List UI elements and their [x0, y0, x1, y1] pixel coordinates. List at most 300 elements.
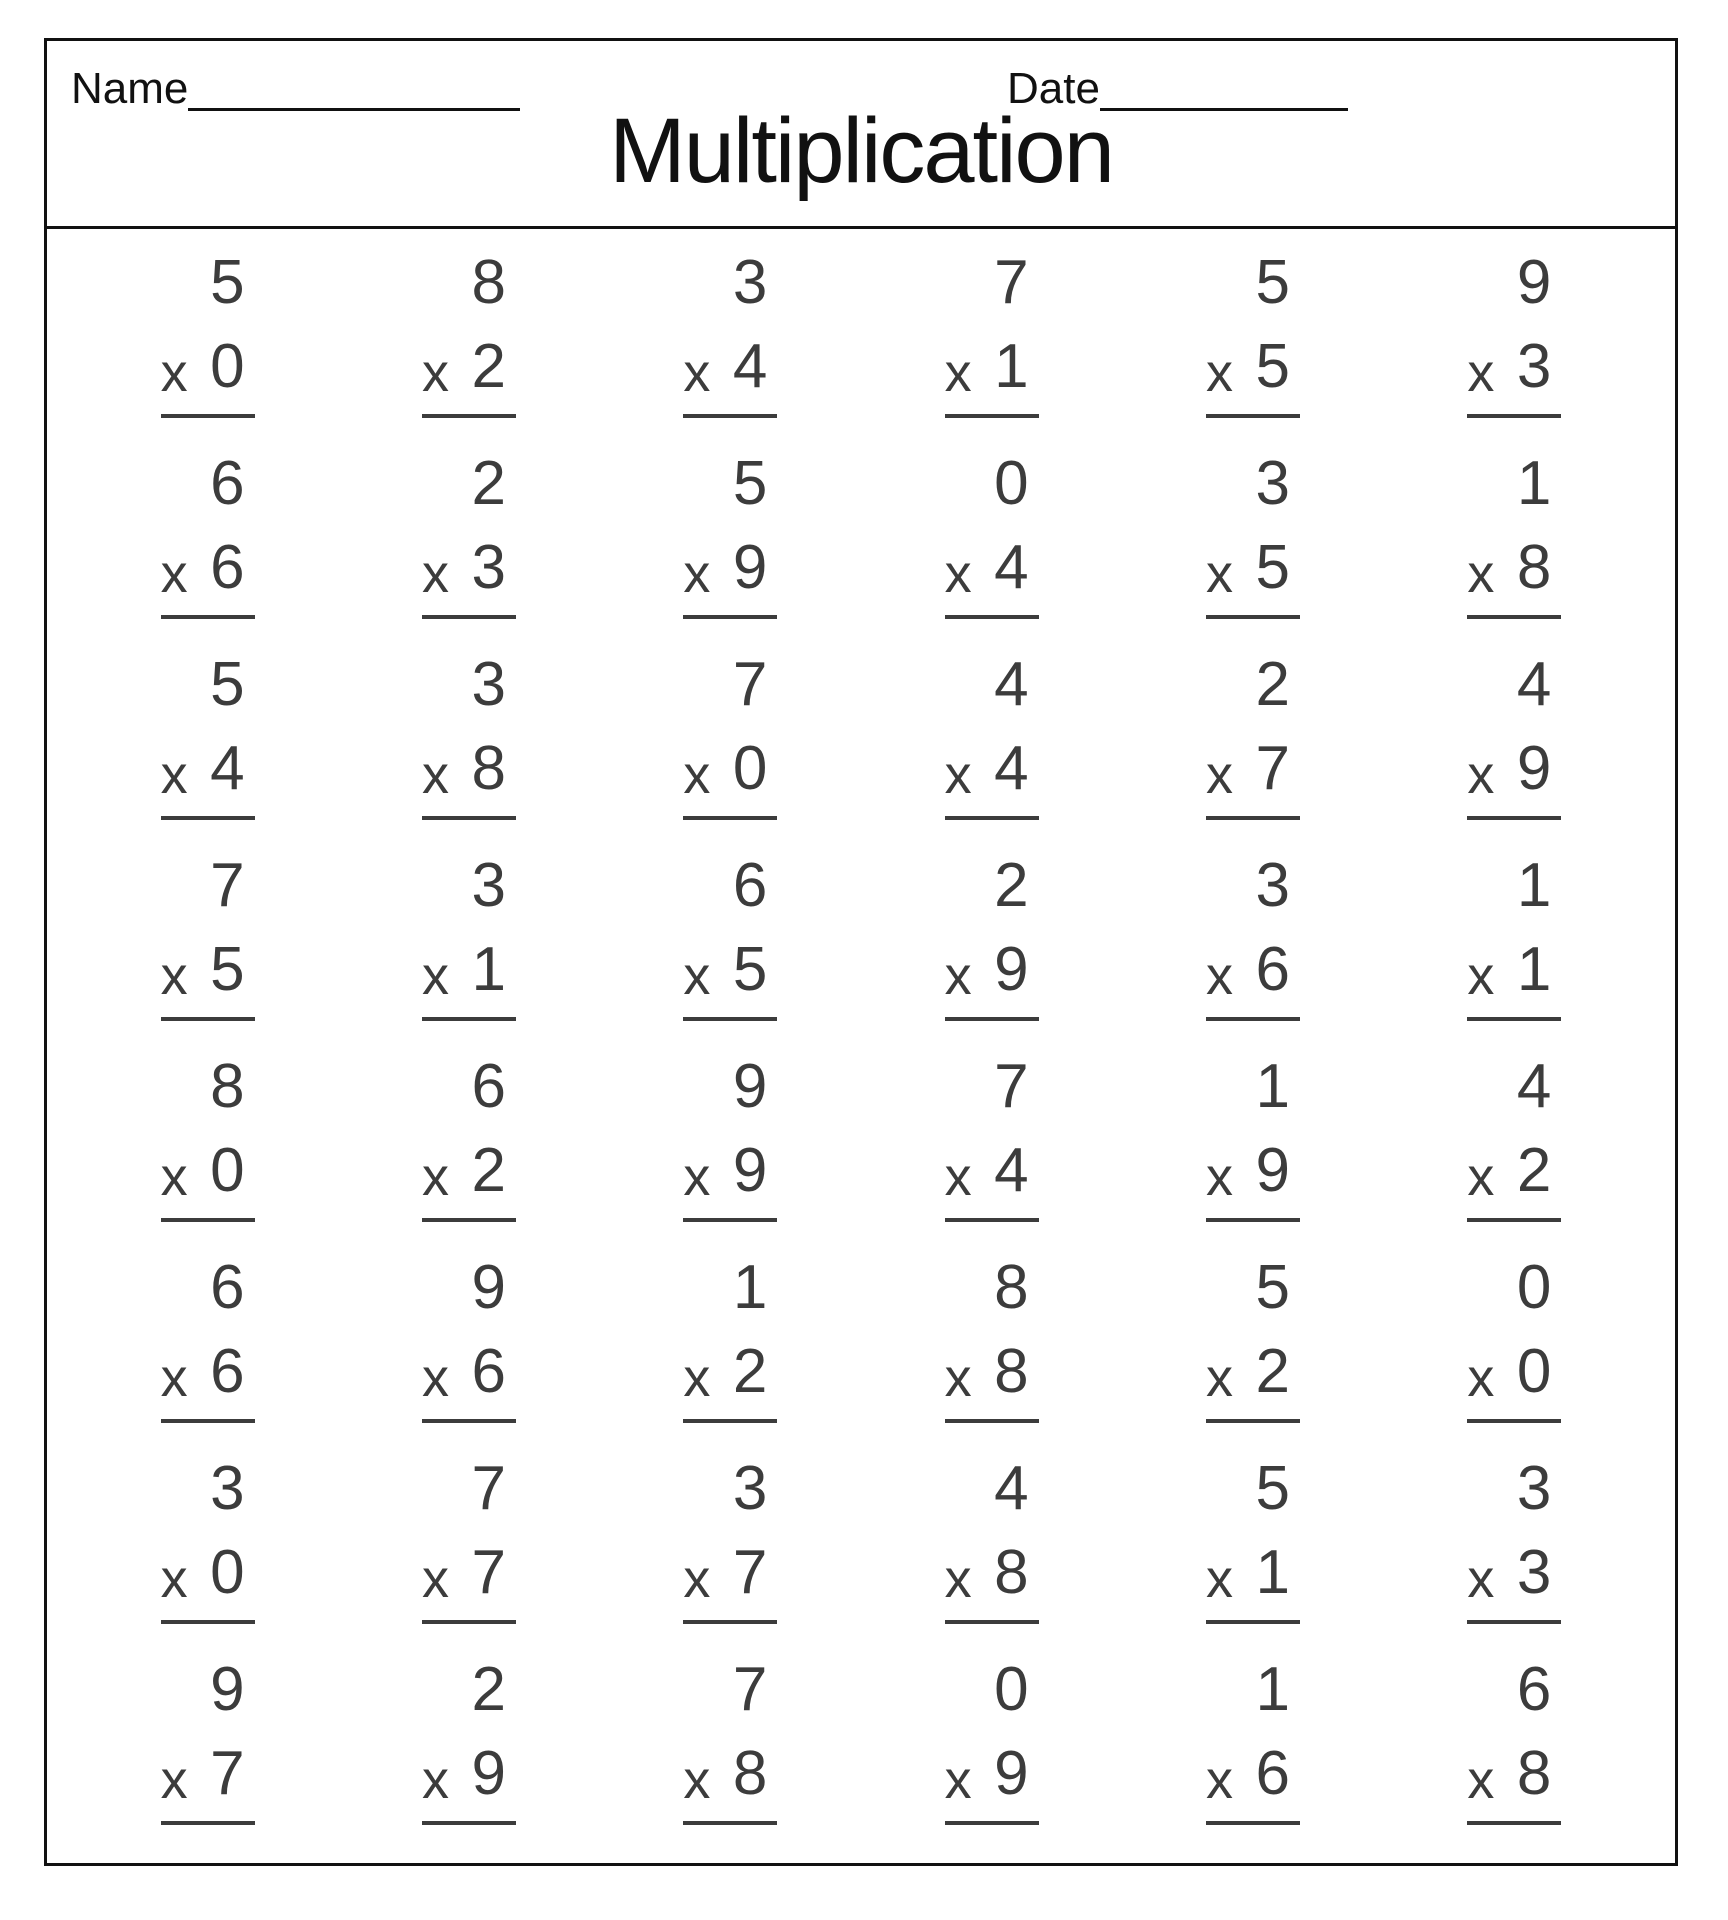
multiplication-problem [338, 1239, 599, 1440]
multiplication-problem [600, 1239, 861, 1440]
multiplier: 7 [732, 1537, 768, 1607]
problem-stack [683, 851, 777, 1021]
operator-row [944, 734, 1039, 806]
multiplicand: 1 [1516, 449, 1552, 519]
header [47, 41, 1675, 229]
multiplicand: 5 [210, 650, 245, 720]
multiplication-problem [1122, 1239, 1383, 1440]
problem-stack [1467, 1252, 1561, 1423]
multiply-operator: x [421, 1548, 449, 1609]
multiplication-problem [861, 1641, 1122, 1842]
operator-row [160, 935, 255, 1007]
operator-row [421, 1135, 516, 1207]
multiplication-problem [1384, 1440, 1645, 1641]
problem-stack [683, 1252, 777, 1423]
multiply-operator: x [944, 745, 972, 806]
answer-line [161, 1419, 255, 1423]
multiplicand: 8 [210, 1051, 245, 1121]
multiply-operator: x [1467, 343, 1495, 404]
operator-row [421, 1738, 516, 1810]
multiplicand: 9 [732, 1051, 768, 1121]
multiplier: 0 [210, 1135, 245, 1205]
operator-row [160, 1135, 255, 1207]
multiplication-problem [338, 1641, 599, 1842]
multiplication-problem [1122, 637, 1383, 838]
multiplication-problem [600, 637, 861, 838]
problem-stack [944, 248, 1039, 418]
problem-stack [1467, 851, 1561, 1021]
multiply-operator: x [1205, 1548, 1233, 1609]
multiplication-problem [77, 1641, 338, 1842]
answer-line [422, 615, 516, 619]
multiplicand: 1 [1516, 851, 1552, 921]
multiplicand: 3 [210, 1453, 245, 1523]
problem-stack [1205, 650, 1300, 820]
answer-line [1206, 1218, 1300, 1222]
multiplier: 5 [732, 935, 768, 1005]
operator-row [683, 1135, 777, 1207]
multiplicand: 4 [1516, 650, 1552, 720]
multiplicand: 4 [1516, 1051, 1552, 1121]
problem-stack [421, 1453, 516, 1624]
operator-row [1467, 1135, 1561, 1207]
multiply-operator: x [160, 544, 188, 605]
multiply-operator: x [1205, 1146, 1233, 1207]
answer-line [945, 615, 1039, 619]
answer-line [683, 1419, 777, 1423]
multiply-operator: x [944, 1749, 972, 1810]
multiplication-problem [861, 838, 1122, 1039]
multiplication-problem [1384, 1039, 1645, 1240]
operator-row [944, 1336, 1039, 1408]
problem-stack [1467, 650, 1561, 820]
multiplier: 0 [732, 734, 768, 804]
multiplier: 6 [210, 533, 245, 603]
operator-row [160, 533, 255, 605]
multiplier: 9 [471, 1738, 506, 1808]
problem-stack [421, 1051, 516, 1222]
multiply-operator: x [160, 946, 188, 1007]
page-title: Multiplication [609, 100, 1113, 202]
answer-line [1467, 1620, 1561, 1624]
multiplication-problem [77, 1440, 338, 1641]
multiply-operator: x [421, 544, 449, 605]
multiplier: 5 [210, 935, 245, 1005]
multiplication-problem [1384, 1641, 1645, 1842]
multiplication-problem [861, 235, 1122, 436]
multiplicand: 1 [1255, 1654, 1290, 1724]
multiplier: 1 [1255, 1537, 1290, 1607]
multiply-operator: x [421, 1749, 449, 1810]
multiplier: 9 [994, 1738, 1029, 1808]
answer-line [422, 1419, 516, 1423]
multiply-operator: x [683, 745, 711, 806]
multiply-operator: x [160, 1548, 188, 1609]
multiply-operator: x [944, 544, 972, 605]
multiplication-problem [1384, 436, 1645, 637]
multiply-operator: x [1205, 343, 1233, 404]
multiplicand: 1 [1255, 1051, 1290, 1121]
multiplicand: 8 [471, 248, 506, 318]
operator-row [1205, 734, 1300, 806]
operator-row [683, 1336, 777, 1408]
multiply-operator: x [944, 1347, 972, 1408]
operator-row [421, 734, 516, 806]
problem-stack [1467, 449, 1561, 619]
multiply-operator: x [1205, 1749, 1233, 1810]
answer-line [683, 816, 777, 820]
problem-stack [1205, 449, 1300, 619]
multiply-operator: x [683, 1749, 711, 1810]
multiplier: 6 [210, 1336, 245, 1406]
multiplication-problem [77, 235, 338, 436]
multiplication-problem [1122, 235, 1383, 436]
multiplicand: 6 [210, 449, 245, 519]
answer-line [1206, 414, 1300, 418]
multiplier: 9 [732, 533, 768, 603]
problem-stack [683, 1051, 777, 1222]
multiply-operator: x [1467, 1749, 1495, 1810]
problem-stack [944, 1654, 1039, 1825]
answer-line [1467, 1017, 1561, 1021]
multiplication-problem [1384, 637, 1645, 838]
operator-row [160, 1537, 255, 1609]
multiplier: 9 [732, 1135, 768, 1205]
multiplication-problem [600, 1039, 861, 1240]
problem-stack [1205, 248, 1300, 418]
worksheet-page [44, 38, 1678, 1866]
answer-line [1206, 1017, 1300, 1021]
operator-row [944, 1738, 1039, 1810]
multiplier: 4 [210, 734, 245, 804]
multiply-operator: x [683, 1548, 711, 1609]
problem-stack [160, 248, 255, 418]
multiplication-problem [1384, 1239, 1645, 1440]
problem-stack [683, 248, 777, 418]
operator-row [683, 734, 777, 806]
multiplier: 8 [1516, 533, 1552, 603]
operator-row [421, 1537, 516, 1609]
multiplication-problem [1122, 838, 1383, 1039]
date-label: Date [1007, 64, 1100, 113]
multiply-operator: x [683, 1146, 711, 1207]
multiplicand: 6 [471, 1051, 506, 1121]
operator-row [1205, 935, 1300, 1007]
problem-stack [421, 650, 516, 820]
operator-row [421, 533, 516, 605]
multiplier: 3 [471, 533, 506, 603]
multiplication-problem [338, 1039, 599, 1240]
operator-row [683, 533, 777, 605]
multiplier: 4 [994, 734, 1029, 804]
multiplication-problem [861, 1440, 1122, 1641]
problem-stack [421, 1252, 516, 1423]
problem-stack [683, 650, 777, 820]
multiplier: 3 [1516, 332, 1552, 402]
multiplier: 6 [1255, 1738, 1290, 1808]
problem-stack [1467, 1453, 1561, 1624]
multiplicand: 9 [471, 1252, 506, 1322]
multiplicand: 7 [210, 851, 245, 921]
multiplication-problem [600, 436, 861, 637]
multiplicand: 7 [994, 1051, 1029, 1121]
multiply-operator: x [1467, 1146, 1495, 1207]
multiplication-problem [77, 1039, 338, 1240]
multiplier: 8 [471, 734, 506, 804]
answer-line [422, 414, 516, 418]
answer-line [945, 1218, 1039, 1222]
multiplicand: 9 [210, 1654, 245, 1724]
operator-row [160, 1738, 255, 1810]
multiplier: 8 [994, 1537, 1029, 1607]
answer-line [683, 414, 777, 418]
multiply-operator: x [160, 1749, 188, 1810]
problem-stack [1205, 1453, 1300, 1624]
problem-stack [421, 449, 516, 619]
multiplier: 4 [994, 533, 1029, 603]
multiply-operator: x [1205, 946, 1233, 1007]
multiplicand: 5 [1255, 1453, 1290, 1523]
multiplicand: 0 [994, 449, 1029, 519]
answer-line [1467, 1218, 1561, 1222]
answer-line [161, 615, 255, 619]
operator-row [1205, 1135, 1300, 1207]
multiplicand: 2 [1255, 650, 1290, 720]
answer-line [683, 615, 777, 619]
multiplicand: 6 [732, 851, 768, 921]
problem-stack [160, 1252, 255, 1423]
answer-line [1206, 816, 1300, 820]
multiply-operator: x [683, 946, 711, 1007]
multiplier: 3 [1516, 1537, 1552, 1607]
answer-line [1206, 1821, 1300, 1825]
multiplication-problem [600, 235, 861, 436]
multiplicand: 7 [732, 1654, 768, 1724]
multiplicand: 2 [994, 851, 1029, 921]
multiplicand: 6 [210, 1252, 245, 1322]
multiplication-problem [861, 436, 1122, 637]
multiply-operator: x [944, 1548, 972, 1609]
multiplier: 2 [732, 1336, 768, 1406]
answer-line [161, 816, 255, 820]
operator-row [1467, 1336, 1561, 1408]
multiplication-problem [600, 1440, 861, 1641]
multiplicand: 5 [210, 248, 245, 318]
answer-line [1467, 615, 1561, 619]
multiplicand: 2 [471, 1654, 506, 1724]
multiplication-problem [77, 436, 338, 637]
multiplicand: 3 [1255, 449, 1290, 519]
operator-row [683, 1537, 777, 1609]
answer-line [1467, 414, 1561, 418]
multiplier: 6 [1255, 935, 1290, 1005]
multiplier: 1 [1516, 935, 1552, 1005]
answer-line [945, 1821, 1039, 1825]
multiply-operator: x [1467, 1347, 1495, 1408]
multiplier: 2 [1255, 1336, 1290, 1406]
operator-row [1467, 734, 1561, 806]
multiplicand: 9 [1516, 248, 1552, 318]
multiplier: 1 [994, 332, 1029, 402]
multiplication-problem [861, 637, 1122, 838]
multiplier: 8 [994, 1336, 1029, 1406]
problem-stack [944, 1453, 1039, 1624]
problem-stack [1205, 1252, 1300, 1423]
operator-row [160, 734, 255, 806]
multiplicand: 0 [1516, 1252, 1552, 1322]
operator-row [683, 1738, 777, 1810]
multiplicand: 0 [994, 1654, 1029, 1724]
multiplier: 6 [471, 1336, 506, 1406]
problem-stack [944, 1252, 1039, 1423]
multiplication-problem [1122, 1039, 1383, 1240]
multiply-operator: x [1467, 745, 1495, 806]
answer-line [683, 1218, 777, 1222]
multiplicand: 8 [994, 1252, 1029, 1322]
multiplier: 0 [210, 332, 245, 402]
multiply-operator: x [421, 946, 449, 1007]
problem-stack [160, 1654, 255, 1825]
multiplier: 8 [732, 1738, 768, 1808]
multiply-operator: x [1205, 544, 1233, 605]
problem-stack [160, 1051, 255, 1222]
multiplier: 7 [1255, 734, 1290, 804]
multiplication-problem [1384, 838, 1645, 1039]
problem-stack [1467, 1051, 1561, 1222]
answer-line [945, 1620, 1039, 1624]
operator-row [160, 1336, 255, 1408]
answer-line [422, 1620, 516, 1624]
multiplier: 5 [1255, 332, 1290, 402]
multiplication-problem [1384, 235, 1645, 436]
multiply-operator: x [1205, 1347, 1233, 1408]
answer-line [945, 1419, 1039, 1423]
multiplier: 2 [471, 332, 506, 402]
multiplication-problem [600, 838, 861, 1039]
operator-row [944, 935, 1039, 1007]
operator-row [944, 1135, 1039, 1207]
multiplicand: 3 [471, 851, 506, 921]
problem-stack [160, 650, 255, 820]
multiplier: 5 [1255, 533, 1290, 603]
operator-row [944, 332, 1039, 404]
multiplier: 9 [994, 935, 1029, 1005]
answer-line [1206, 615, 1300, 619]
problem-stack [1467, 1654, 1561, 1825]
problem-stack [944, 1051, 1039, 1222]
multiplicand: 5 [1255, 1252, 1290, 1322]
multiplication-problem [338, 838, 599, 1039]
problem-stack [421, 248, 516, 418]
multiplication-problem [77, 838, 338, 1039]
multiply-operator: x [944, 343, 972, 404]
multiplicand: 5 [1255, 248, 1290, 318]
multiplicand: 7 [994, 248, 1029, 318]
multiplication-problem [1122, 1641, 1383, 1842]
multiplicand: 5 [732, 449, 768, 519]
operator-row [1467, 935, 1561, 1007]
multiply-operator: x [160, 343, 188, 404]
problem-stack [1205, 851, 1300, 1021]
multiply-operator: x [421, 1146, 449, 1207]
answer-line [422, 1218, 516, 1222]
answer-line [1467, 1821, 1561, 1825]
operator-row [1205, 1738, 1300, 1810]
operator-row [944, 1537, 1039, 1609]
multiplicand: 3 [732, 1453, 768, 1523]
answer-line [945, 816, 1039, 820]
multiplication-problem [861, 1039, 1122, 1240]
multiply-operator: x [944, 1146, 972, 1207]
multiplier: 2 [1516, 1135, 1552, 1205]
multiplication-problem [77, 1239, 338, 1440]
answer-line [161, 1218, 255, 1222]
multiplier: 4 [994, 1135, 1029, 1205]
multiplicand: 6 [1516, 1654, 1552, 1724]
multiplication-problem [1122, 436, 1383, 637]
answer-line [1206, 1419, 1300, 1423]
answer-line [683, 1620, 777, 1624]
answer-line [1206, 1620, 1300, 1624]
operator-row [421, 332, 516, 404]
multiplicand: 2 [471, 449, 506, 519]
multiplication-problem [600, 1641, 861, 1842]
multiplicand: 7 [732, 650, 768, 720]
multiplication-problem [861, 1239, 1122, 1440]
operator-row [1205, 1537, 1300, 1609]
problem-stack [160, 1453, 255, 1624]
operator-row [421, 1336, 516, 1408]
problem-stack [421, 851, 516, 1021]
answer-line [422, 816, 516, 820]
answer-line [161, 1620, 255, 1624]
multiplicand: 3 [1255, 851, 1290, 921]
multiplication-problem [338, 1440, 599, 1641]
problem-stack [944, 449, 1039, 619]
multiplication-problem [1122, 1440, 1383, 1641]
operator-row [160, 332, 255, 404]
name-label: Name [71, 64, 189, 113]
operator-row [1467, 332, 1561, 404]
multiplication-problem [338, 436, 599, 637]
multiplication-problem [338, 235, 599, 436]
problem-stack [683, 1654, 777, 1825]
problem-stack [421, 1654, 516, 1825]
operator-row [1205, 1336, 1300, 1408]
multiply-operator: x [421, 745, 449, 806]
multiply-operator: x [160, 1146, 188, 1207]
multiplicand: 7 [471, 1453, 506, 1523]
multiply-operator: x [1467, 1548, 1495, 1609]
multiplicand: 4 [994, 650, 1029, 720]
multiply-operator: x [1205, 745, 1233, 806]
multiply-operator: x [683, 343, 711, 404]
multiply-operator: x [1467, 544, 1495, 605]
multiply-operator: x [160, 1347, 188, 1408]
operator-row [1467, 1537, 1561, 1609]
operator-row [683, 332, 777, 404]
problem-stack [683, 449, 777, 619]
multiplier: 9 [1516, 734, 1552, 804]
multiplicand: 3 [732, 248, 768, 318]
problem-stack [160, 449, 255, 619]
answer-line [1467, 1419, 1561, 1423]
problem-stack [1205, 1654, 1300, 1825]
operator-row [1467, 1738, 1561, 1810]
multiply-operator: x [683, 1347, 711, 1408]
answer-line [683, 1821, 777, 1825]
problem-stack [683, 1453, 777, 1624]
